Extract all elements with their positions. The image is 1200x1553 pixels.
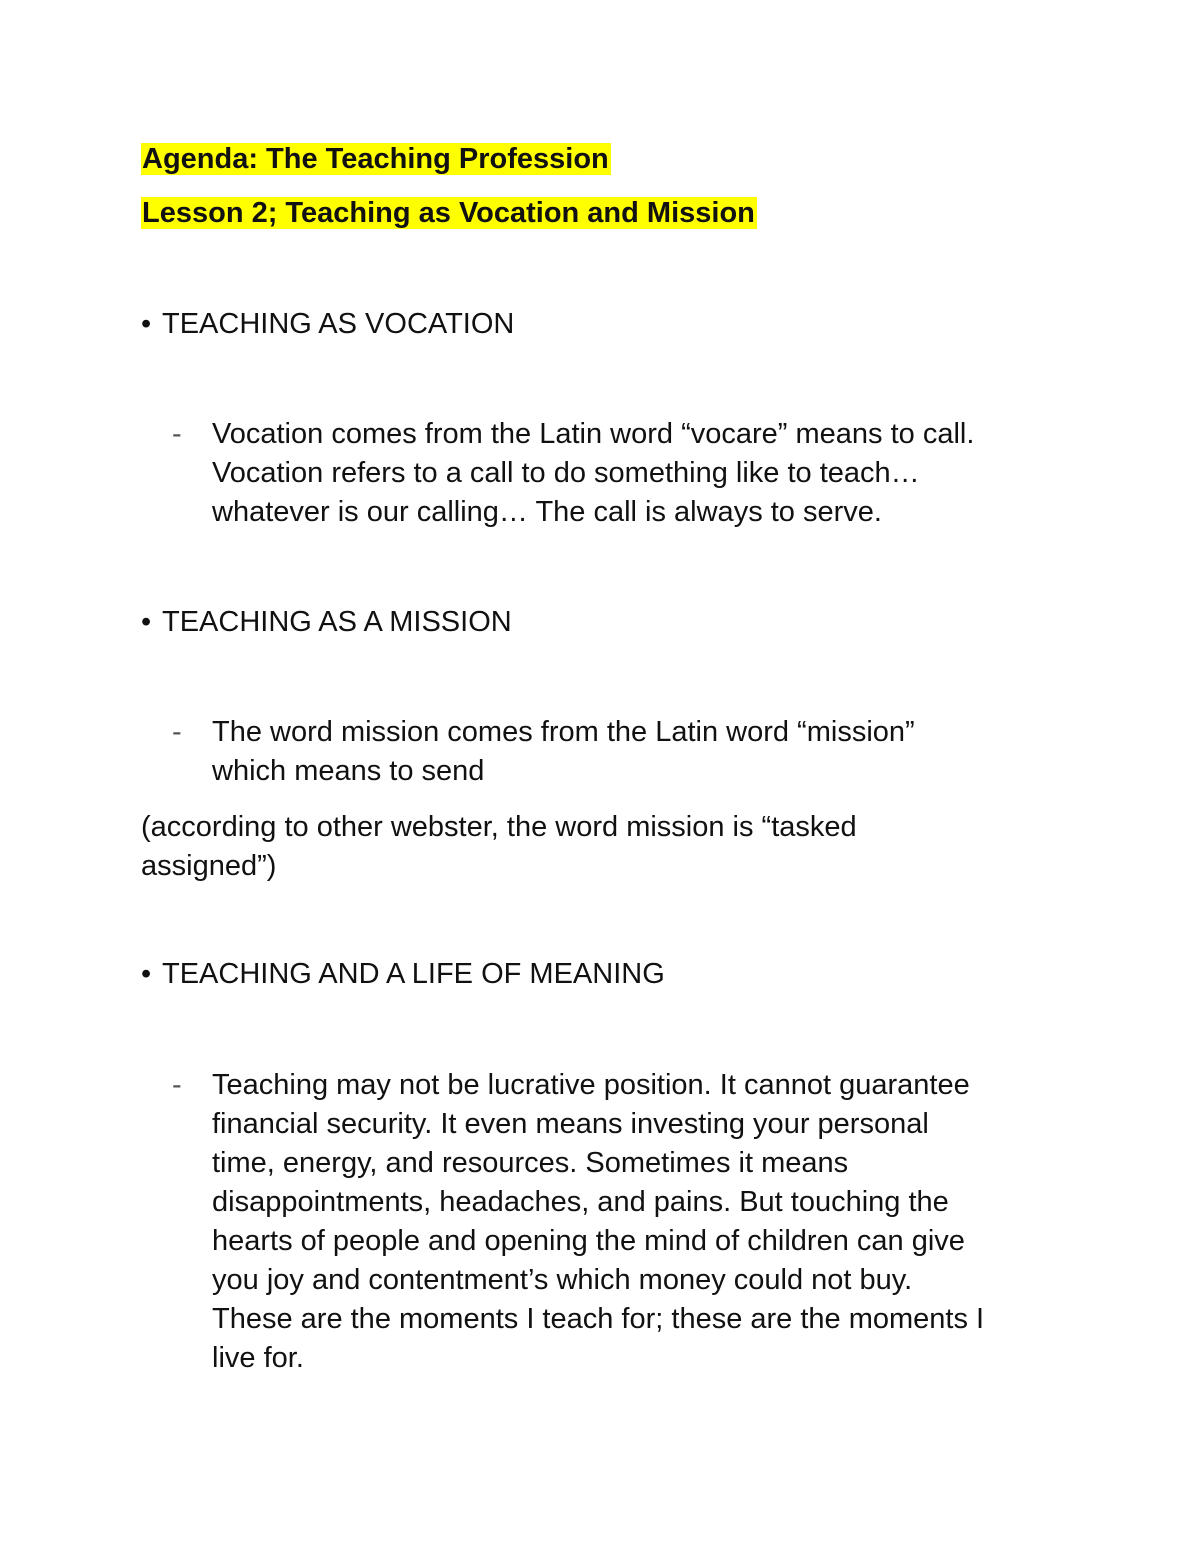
dash-icon: - <box>172 418 182 450</box>
bullet-icon: • <box>141 958 152 990</box>
section-heading-text: TEACHING AS VOCATION <box>162 308 515 340</box>
text-line: financial security. It even means investing your personal <box>212 1108 929 1140</box>
section-heading-text: TEACHING AND A LIFE OF MEANING <box>162 958 665 990</box>
bullet-icon: • <box>141 606 152 638</box>
list-item-mission <box>172 713 1072 791</box>
text-line: Vocation comes from the Latin word “vocare” means to call. <box>212 418 975 450</box>
list-item-text <box>212 415 1072 532</box>
text-line: Teaching may not be lucrative position. It cannot guarantee <box>212 1069 970 1101</box>
document-title <box>141 141 611 177</box>
text-line: (according to other webster, the word mission is “tasked <box>141 811 857 843</box>
text-line: These are the moments I teach for; these are the moments I <box>212 1303 985 1335</box>
list-item-text <box>212 1066 1072 1378</box>
text-line: you joy and contentment’s which money could not buy. <box>212 1264 913 1296</box>
text-line: hearts of people and opening the mind of children can give <box>212 1225 965 1257</box>
document-subtitle <box>141 195 757 231</box>
bullet-icon: • <box>141 308 152 340</box>
text-line: disappointments, headaches, and pains. But touching the <box>212 1186 949 1218</box>
text-line: time, energy, and resources. Sometimes it means <box>212 1147 849 1179</box>
list-item-vocation <box>172 415 1072 532</box>
list-item-life-of-meaning <box>172 1066 1072 1378</box>
text-line: live for. <box>212 1342 304 1374</box>
list-item-text <box>212 713 1072 791</box>
text-line: whatever is our calling… The call is always to serve. <box>212 496 882 528</box>
document-subtitle-text: Lesson 2; Teaching as Vocation and Mission <box>142 197 755 229</box>
mission-note <box>141 808 857 886</box>
document-title-text: Agenda: The Teaching Profession <box>142 143 609 175</box>
text-line: assigned”) <box>141 850 277 882</box>
section-heading-text: TEACHING AS A MISSION <box>162 606 512 638</box>
dash-icon: - <box>172 1069 182 1101</box>
text-line: which means to send <box>212 755 485 787</box>
text-line: Vocation refers to a call to do something like to teach… <box>212 457 920 489</box>
section-heading-life-of-meaning <box>141 956 665 992</box>
dash-icon: - <box>172 716 182 748</box>
section-heading-vocation <box>141 306 514 342</box>
section-heading-mission <box>141 604 512 640</box>
text-line: The word mission comes from the Latin word “mission” <box>212 716 915 748</box>
